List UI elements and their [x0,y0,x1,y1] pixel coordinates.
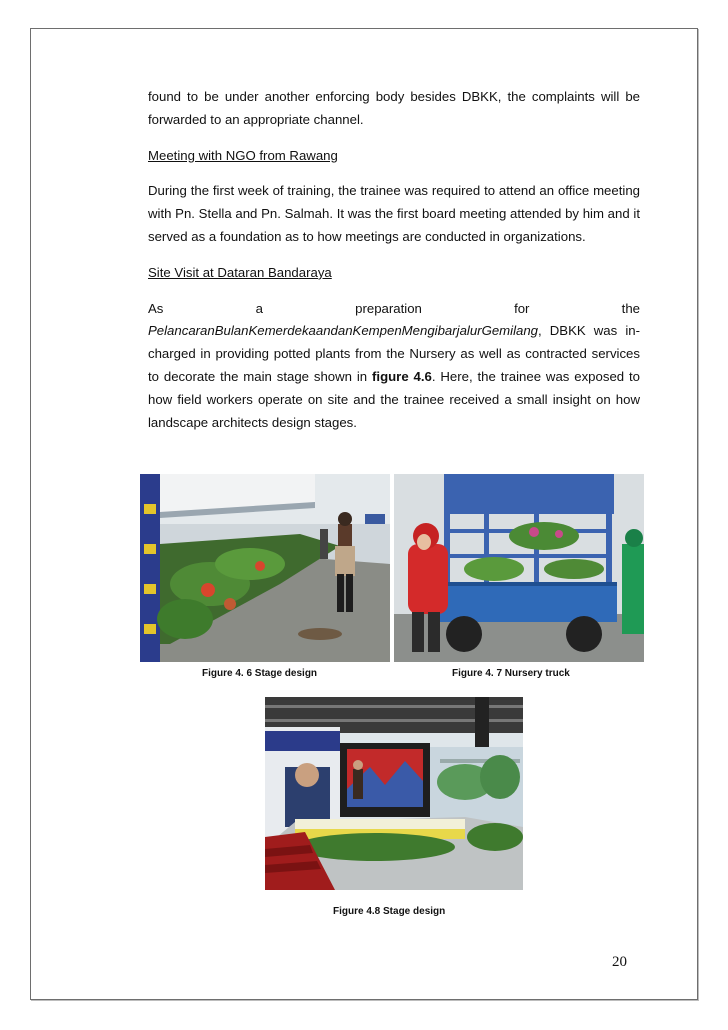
figure-4-6-caption: Figure 4. 6 Stage design [202,668,318,679]
figure-4-8-caption: Figure 4.8 Stage design [333,906,446,917]
figure-4-8-photo [265,697,523,890]
word: preparation [355,300,422,316]
text-run: . Here, the trainee was exposed to how field workers operate on site and the trainee received a small insight on how landscape architects design stages. [148,368,640,430]
page-content [148,86,640,434]
page-number: 20 [612,954,627,970]
paragraph-site-visit [148,298,640,435]
word: a [255,300,263,316]
text-run: , DBKK was in-charged in providing potted plants from the Nursery as well as contracted services to decorate the main stage shown in [148,323,640,384]
figure-4-6-photo [140,474,390,662]
heading-site-visit: Site Visit at Dataran Bandaraya [148,264,332,280]
heading-meeting-ngo: Meeting with NGO from Rawang [148,147,338,163]
paragraph-meeting: During the first week of training, the trainee was required to attend an office meeting with Pn. Stella and Pn. Salmah. It was the first board meeting attended by him and it served as a foundation as to how meetings are conducted in organizations. [148,183,640,244]
paragraph-site-visit-line1 [148,298,640,321]
paragraph-complaints: found to be under another enforcing body besides DBKK, the complaints will be forwarded to an appropriate channel. [148,89,640,127]
word: As [148,300,164,316]
word: for [514,300,530,316]
figure-reference: figure 4.6 [372,368,432,384]
figure-4-7-photo [394,474,644,662]
figure-4-7-caption: Figure 4. 7 Nursery truck [452,668,570,679]
word: the [621,300,640,316]
paragraph-site-visit-body [148,320,640,434]
event-name: PelancaranBulanKemerdekaandanKempenMengibarjalurGemilang [148,323,539,339]
